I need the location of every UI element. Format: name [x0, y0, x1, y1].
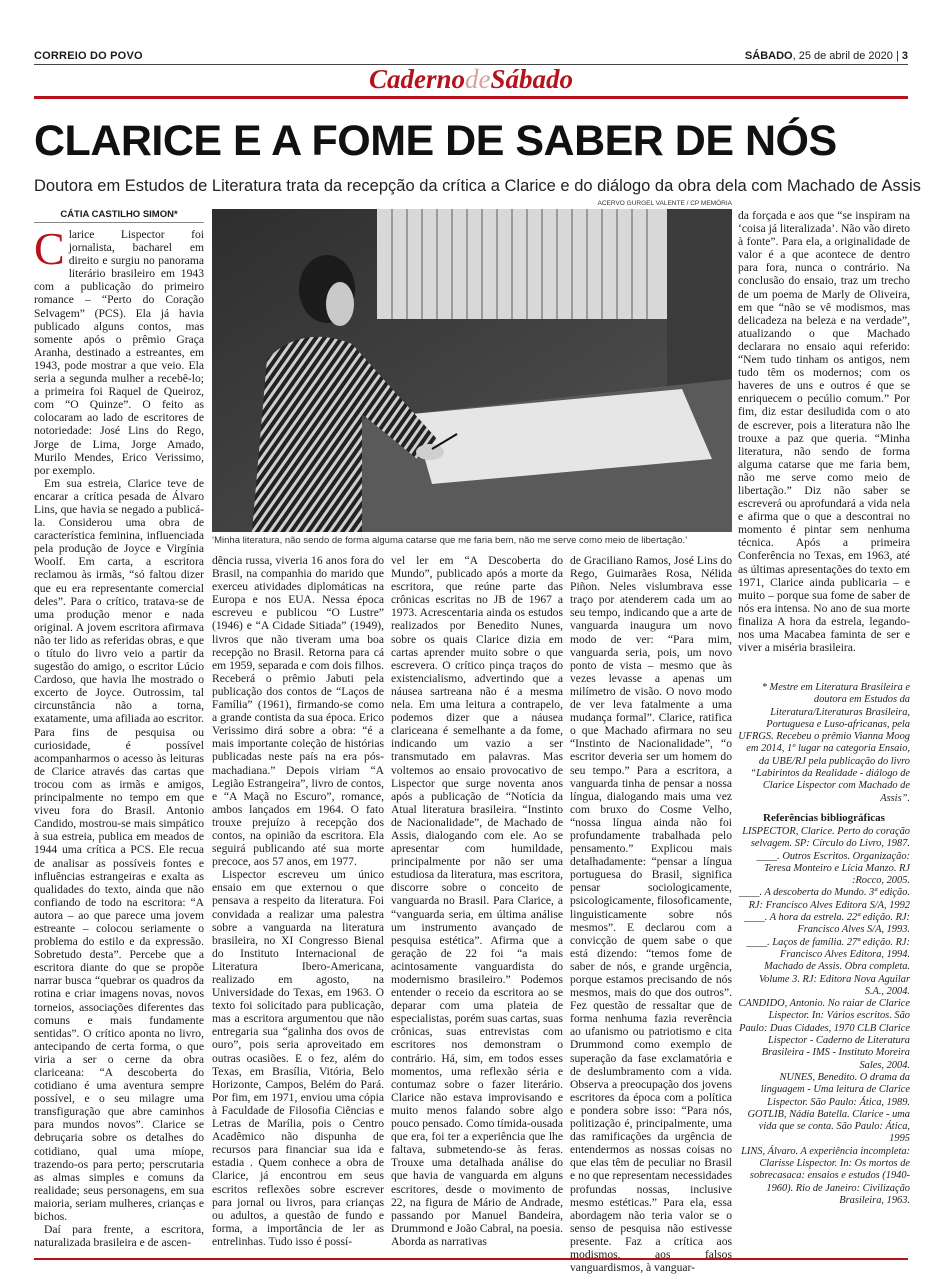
photo-illustration	[212, 209, 732, 532]
section-title-part2: de	[465, 64, 491, 94]
section-rule	[34, 96, 908, 99]
reference-item: ____. A descoberta do Mundo. 3ª edição. RJ: Francisco Alves Editora S/A, 1992	[738, 887, 910, 911]
byline: CÁTIA CASTILHO SIMON*	[34, 209, 204, 223]
reference-item: ____. Laços de família. 27ª edição. RJ: Francisco Alves Editora, 1994.	[746, 936, 910, 960]
references-list	[738, 826, 910, 1207]
paragraph: de Graciliano Ramos, José Lins do Rego, Guimarães Rosa, Nélida Piñon. Neles vislumbrava esse traço por atenderem cada um ao seu tempo, indicando que a arte de vanguarda inaugura um novo modo de ver: “Para mim, vanguarda seria, pois, um novo ponto de vista – mesmo que às vezes levasse a apenas um milímetro de visão. O novo modo de ver leva fatalmente a uma mudança formal”. Clarice, ratifica o que Machado afirmara no seu “Instinto de Nacionalidade”, “o escritor deveria ser um homem do seu tempo.” Para a escritora, a vanguarda tinha de pensar a nossa língua, dialogando mais uma vez com bruxo do Cosme Velho, “nossa língua ainda não foi profundamente trabalhada pelo pensamento.” Explicou mais detalhadamente: “pensar a língua portuguesa do Brasil, significa pensar sociologicamente, psicologicamente, filosoficamente, linguisticamente sobre nós mesmos”. E declarou com a convicção de quem sabe o que está dizendo: “temos fome de saber de nós, e grande urgência, porque estamos precisando de nós mesmos, mais do que dos outros”. Fez questão de ressaltar que de forma nenhuma fazia reverência ao ufanismo ou patriotismo e cita Drummond como exemplo de superação da fase exclamatória e de deslumbramento com a vida. Observa a preocupação dos jovens escritores da época com a política e pondera sobre isso: “Para nós, politização é, principalmente, uma das ramificações da urgência de entendermos as nossas coisas no que elas têm de peculiar no Brasil e no que representam necessidades profundas nossas, inclusive mesmo estéticas.” Para ela, essa abordagem não teria valor se o senso de pesquisa não estivesse presente. Faz a crítica aos modismos, aos falsos vanguardismos, à vanguar-	[570, 554, 732, 1275]
article-column-3	[391, 554, 563, 1254]
masthead	[34, 50, 908, 64]
paragraph: vel ler em “A Descoberta do Mundo”, publicado após a morte da escritora, que reúne parte das crônicas escritas no JB de 1967 a 1973. Acrescentaria ainda os estudos realizados por Benedito Nunes, sobre os quais Clarice dizia em cartas aprender muito sobre o que escrevera. O crítico pinça traços do existencialismo, advertindo que a náusea sartreana não é a mesma nela. Em uma leitura a contrapelo, podemos dizer que a náusea clariceana é semelhante a da fome, indicando um vazio a ser transmutado em palavras. Mas voltemos ao ensaio provocativo de Lispector que surge noventa anos após a publicação de “Notícia da Atual literatura brasileira. “Instinto de Nacionalidade”, de Machado de Assis, dialogando com ele. Ao se apresentar com humildade, principalmente por não ser uma estudiosa da literatura, mas escritora, discorre sobre o conceito de vanguarda no Brasil. Para Clarice, a “vanguarda seria, em última análise um instrumento avançado de pesquisa estética”. Afirma que a geração de 22 foi “a mais acintosamente vanguardista do modernismo brasileiro.” Podemos entender o receio da escritora ao se deparar com uma plateia de especialistas, porém suas cartas, suas crônicas, suas entrevistas com escritores nos demonstram o contrário. Há, sim, em todos esses momentos, uma reflexão séria e contumaz sobre o fazer literário. Clarice não estava improvisando e muito menos falando sobre algo pouco pensado. Como tímida-ousada que era, foi ter a experiência que lhe faltava, submetendo-se às feras. Trouxe uma detalhada análise do que havia de vanguarda em alguns escritores, desde o movimento de 22, na figura de Mário de Andrade, passando por Manuel Bandeira, Drummond e João Cabral, na poesia. Aborda as narrativas	[391, 554, 563, 1248]
reference-item: LISPECTOR, Clarice. Perto do coração selvagem. SP: Círculo do Livro, 1987.	[742, 826, 910, 850]
paragraph: da forçada e aos que “se inspiram na ‘coisa já literalizada’. Não vão direto à fonte”. Para ela, a originalidade de valor é a que acontece de dentro para fora, nunca o contrário. Na conclusão do ensaio, traz um trecho de um poema de Marly de Oliveira, em que “não se vê modismos, mas delicadeza na beleza e na verdade”, atualizando o que Machado declarara no ensaio aqui referido: “Nem tudo tinham os antigos, nem tudo têm os modernos; com os haveres de uns e outros é que se enriquecem o pecúlio comum.” Por fim, diz estar desiludida com o ato de escrever, pois a literatura não lhe trouxe a paz que queria. “Minha literatura, não sendo de forma alguma catarse que me faria bem, não me serve como meio de libertação.” Diz não saber se escreverá ou aprofundará a vida nela e afirma que o que a descontrai no momento é pintar sem nenhuma técnica. Após a primeira Conferência no Texas, em 1963, até as últimas apresentações do texto em 1971, Clarice ainda publicaria – e muito – porque sua fome de saber de nós era intensa. No ano de sua morte finaliza A hora da estrela, legando-nos uma Macabea faminta de ser e viver a miséria brasileira.	[738, 209, 910, 655]
photo-caption: ‘Minha literatura, não sendo de forma alguma catarse que me faria bem, não me serve como meio de libertação.’	[212, 535, 688, 546]
drop-cap: C	[34, 223, 65, 274]
article-column-2	[212, 554, 384, 1254]
references-title: Referências bibliográficas	[763, 812, 885, 824]
paragraph: Lispector escreveu um único ensaio em que externou o que pensava a respeito da literatura. Foi convidada a realizar uma palestra sobre a vanguarda na literatura brasileira, no XI Congresso Bienal do Instituto Internacional de Literatura Ibero-Americana, realizado em agosto, na Universidade do Texas, em 1963. O texto foi solicitado para publicação, mas a escritora argumentou que não entregaria sua “galinha dos ovos de ouro”, pois seria aproveitado em outras ocasiões. E o fez, além do Texas, em Brasília, Vitória, Belo Horizonte, Campos, Belém do Pará. Por fim, em 1971, enviou uma cópia à Faculdade de Filosofia Ciências e Letras de Marília, pois o Centro Acadêmico não dispunha de recursos para financiar sua ida e estadia . Quem conhece a obra de Clarice, já encontrou em seus escritos reflexões sobre escrever para jornal ou livros, para crianças ou adultos, a questão de fundo e forma, a importância de ler as entrelinhas. Tudo isso é possí-	[212, 868, 384, 1248]
reference-item: CANDIDO, Antonio. No raiar de Clarice Lispector. In: Vários escritos. São Paulo: Duas Cidades, 1970 CLB Clarice Lispector - Caderno de Literatura Brasileira - IMS - Instituto Moreira Sales, 2004.	[738, 998, 910, 1071]
section-title-part3: Sábado	[490, 64, 574, 94]
photo-credit: ACERVO GURGEL VALENTE / CP MEMÓRIA	[597, 200, 732, 207]
paragraph: Em sua estreia, Clarice teve de encarar a crítica pesada de Álvaro Lins, que havia se negado a publicá-la. Considerou uma obra de característica feminina, influenciada pela produção de Joyce e Virgínia Woolf. Em carta, a escritora reclamou às irmãs, “só faltou dizer que eu era representante comercial deles”. Para o crítico, tratava-se de uma produção menor e nada original. A jovem escritora afirmava não ter lido as referidas obras, e que o título do livro veio a partir da sugestão do amigo, o escritor Lúcio Cardoso, que havia lhe mostrado o excerto de Joyce. Outrossim, tal circunstância não a torna, exatamente, uma afiliada ao escritor. Para fins de pesquisa ou curiosidade, é possível acompanharmos o acesso às leituras de Clarice através das cartas que trocou com as irmãs e amigos, principalmente no tempo em que viveu fora do Brasil. Antonio Candido, mostrou-se mais simpático à sua estreia, publica em meados de 1944 uma crítica a PCS. Ele recua de analisar as possíveis fontes e influências estrangeiras e exalta as qualidades do texto, ainda que não confiando de todo na escritora: “A autora – ao que parece uma jovem estreante – colocou seriamente o problema do estilo e da expressão. Sobretudo desta”. Percebe que a escritora diante do que se propõe narrar busca “quebrar os quadros da rotina e criar imagens novas, novos torneios, associações diferentes das comuns e mais fundamente sentidas”. O crítico aponta no livro, antecipando de certa forma, o que viria a ser o cerne da obra clariceana: “A descoberta do cotidiano é uma aventura sempre possível, e o seu milagre uma transfiguração que abre caminhos para mundos novos”. Clarice se debruçaria sobre os detalhes do cotidiano, qual uma míope, trazendo-os para perto; perscrutaria as almas simples e comuns da realidade; seus personagens, em sua maioria, seriam mulheres, crianças e bichos.	[34, 476, 204, 1224]
paragraph: Daí para frente, a escritora, naturalizada brasileira e de ascen-	[34, 1223, 204, 1250]
headline: CLARICE E A FOME DE SABER DE NÓS	[34, 117, 837, 165]
reference-item: NUNES, Benedito. O drama da linguagem - Uma leitura de Clarice Lispector. São Paulo: Ática, 1989. GOTLIB, Nádia Batella. Clarice - uma vida que se conta. São Paulo: Ática, 1995	[747, 1071, 910, 1145]
reference-item: ____. Outros Escritos. Organização: Teresa Monteiro e Lícia Manzo. RJ :Rocco, 2005.	[756, 850, 910, 887]
section-title-part1: Caderno	[368, 64, 465, 94]
clarice-photo	[212, 209, 732, 532]
reference-item: Machado de Assis. Obra completa. Volume 3. RJ: Editora Nova Aguilar S.A., 2004.	[758, 961, 910, 997]
issue-date-text: , 25 de abril de 2020 |	[792, 50, 902, 62]
issue-day: SÁBADO	[744, 50, 793, 62]
newspaper-name: CORREIO DO POVO	[34, 50, 143, 62]
reference-item: ____. A hora da estrela. 22ª edição. RJ: Francisco Alves S/A, 1993.	[743, 912, 910, 936]
bottom-rule	[34, 1258, 908, 1260]
issue-date	[745, 50, 908, 62]
subheadline: Doutora em Estudos de Literatura trata da recepção da crítica a Clarice e do diálogo da obra dela com Machado de Assis	[34, 177, 921, 195]
section-title	[0, 64, 942, 95]
article-column-5	[738, 209, 910, 677]
article-column-4	[570, 554, 732, 1275]
page-number: 3	[901, 50, 908, 62]
article-column-1	[34, 223, 204, 1256]
paragraph	[34, 223, 204, 477]
reference-item: LINS, Álvaro. A experiência incompleta: Clarisse Lispector. In: Os mortos de sobrecasaca: ensaios e estudos (1940-1960). Rio de Janeiro: Civilização Brasileira, 1963.	[741, 1145, 910, 1206]
paragraph: dência russa, viveria 16 anos fora do Brasil, na companhia do marido que exerceu atividades diplomáticas na Europa e nos EUA. Nessa época escreveu e publicou “O Lustre” (1946) e “A Cidade Sitiada” (1949), livros que não tiveram uma boa recepção no Brasil. Retorna para cá em 1959, separada e com dois filhos. Receberá o prêmio Jabuti pela publicação dos contos de “Laços de Família” (1961), firmando-se como a grande contista da sua época. Erico Verissimo dirá sobre a obra: “é a mais importante coleção de histórias publicadas neste país na era pós-machadiana.” Depois viriam “A Legião Estrangeira”, livro de contos, e “A Maçã no Escuro”, romance, ambos lançados em 1964. O fato trouxe prejuízo à recepção dos contos, na opinião da escritora. Ela seguirá publicando até sua morte precoce, aos 57 anos, em 1977.	[212, 554, 384, 869]
paragraph-text: larice Lispector foi jornalista, bacharel em direito e surgiu no panorama literário brasileiro em 1943 com a publicação do primeiro romance – “Perto do Coração Selvagem” (PCS). Ela já havia publicado alguns contos, mas somente após o prêmio Graça Aranha, destinado a estreantes, em 1943, pode mostrar a que veio. Ela seria a segunda mulher a recebê-lo; a primeira foi Raquel de Queiroz, com “O Quinze”. O feito as colocaram ao lado de escritores de notoriedade: José Lins do Rego, Jorge de Lima, Jorge Amado, Murilo Mendes, Erico Verissimo, por exemplo.	[34, 228, 204, 477]
author-note: * Mestre em Literatura Brasileira e doutora em Estudos da Literatura/Literaturas Brasileira, Portuguesa e Luso-africanas, pela UFRGS. Recebeu o prêmio Vianna Moog em 2014, 1º lugar na categoria Ensaio, da UBE/RJ pela publicação do livro “Labirintos da Realidade - diálogo de Clarice Lispector com Machado de Assis”.	[738, 682, 910, 804]
